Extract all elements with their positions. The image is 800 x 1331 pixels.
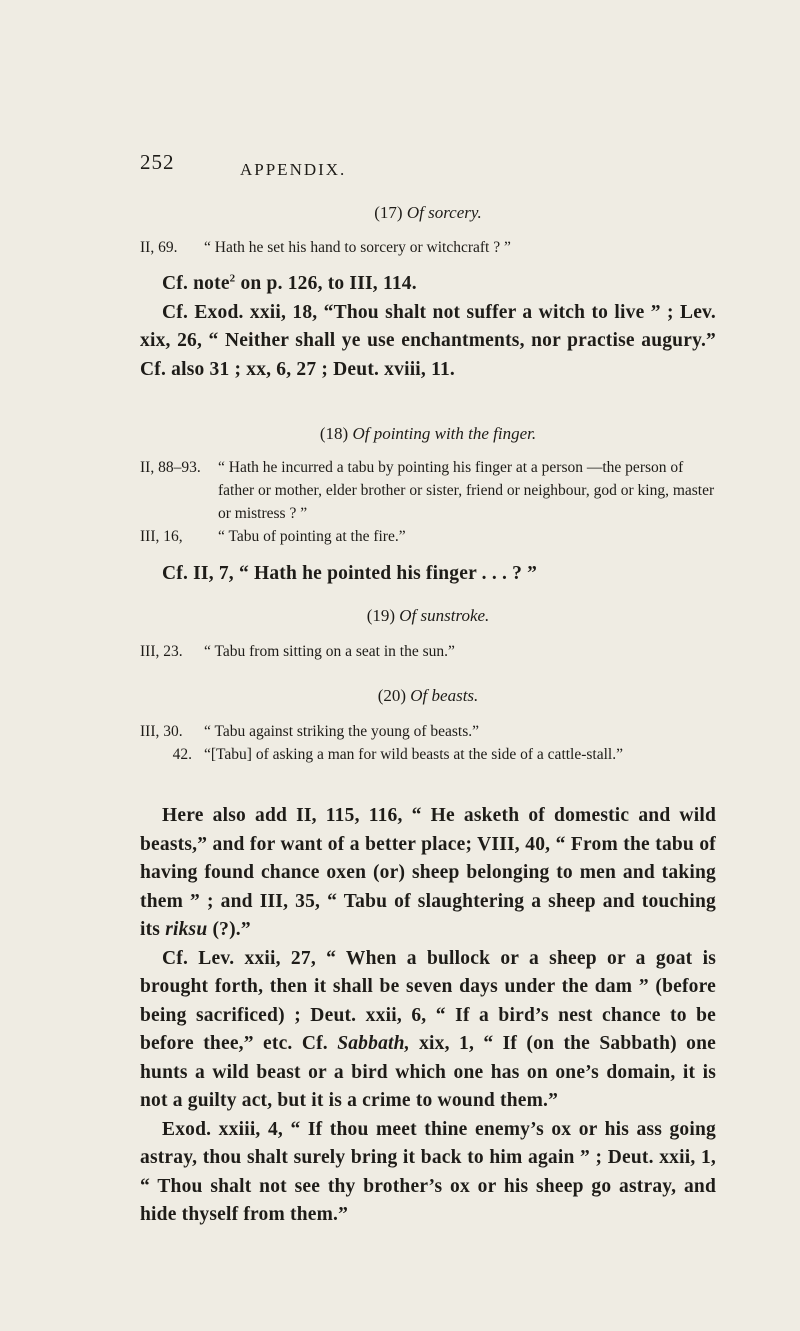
section-20-citations bbox=[140, 720, 716, 766]
section-17-body bbox=[140, 270, 716, 384]
section-20-body bbox=[140, 802, 716, 1230]
paragraph: Here also add II, 115, 116, “ He asketh of domestic and wild beasts,” and for want of a better place; VIII, 40, “ From the tabu of having found chance oxen (or) sheep belonging to men and taking them ” ; and III, 35, “ Tabu of slaughtering a sheep and touching its riksu (?).” bbox=[140, 805, 716, 940]
section-17-heading: Of sorcery. bbox=[406, 203, 482, 222]
citation-row: III, 16, “ Tabu of pointing at the fire.” bbox=[140, 528, 406, 545]
section-19-citation bbox=[140, 640, 716, 663]
citation-row: II, 69. “ Hath he set his hand to sorcery or witchcraft ? ” bbox=[140, 239, 511, 256]
citation-row: 42. “[Tabu] of asking a man for wild beasts at the side of a cattle-stall.” bbox=[172, 746, 623, 763]
citation-row: III, 23. “ Tabu from sitting on a seat in the sun.” bbox=[140, 643, 455, 660]
paragraph: Exod. xxiii, 4, “ If thou meet thine enemy’s ox or his ass going astray, thou shalt surely bring it back to him again ” ; Deut. xxii, 1, “ Thou shalt not see thy brother’s ox or his sheep go astray, and hide thyself from them.” bbox=[140, 1118, 716, 1225]
section-17-title: (17) Of sorcery. bbox=[374, 203, 482, 222]
section-20-title: (20) Of beasts. bbox=[377, 686, 479, 705]
paragraph: Cf. II, 7, “ Hath he pointed his finger . . . ? ” bbox=[162, 563, 538, 584]
section-19-title: (19) Of sunstroke. bbox=[366, 606, 490, 625]
section-18-body bbox=[140, 560, 716, 589]
citation-row: II, 88–93. “ Hath he incurred a tabu by pointing his finger at a person —the person of father or mother, elder brother or sister, friend or neighbour, god or king, master or mistress ? ” bbox=[140, 459, 715, 522]
section-20-heading: Of beasts. bbox=[410, 686, 479, 705]
running-head: APPENDIX. bbox=[240, 160, 347, 179]
paragraph: Cf. note$^2$ on p. 126, to III, 114. bbox=[162, 272, 417, 294]
section-18-citations bbox=[140, 456, 716, 548]
page-number: 252 bbox=[140, 150, 175, 174]
section-18-title: (18) Of pointing with the finger. bbox=[319, 424, 537, 443]
paragraph: Cf. Lev. xxii, 27, “ When a bullock or a sheep or a goat is brought forth, then it shall be seven days under the dam ” (before being sacrificed) ; Deut. xxii, 6, “ If a bird’s nest chance to be before thee,” etc. Cf. Sabbath, xix, 1, “ If (on the Sabbath) one hunts a wild beast or a bird which one has on one’s domain, it is not a guilty act, but it is a crime to wound them.” bbox=[140, 947, 716, 1111]
paragraph: Cf. Exod. xxii, 18, “Thou shalt not suffer a witch to live ” ; Lev. xix, 26, “ Neither shall ye use enchantments, nor practise augury.” Cf. also 31 ; xx, 6, 27 ; Deut. xviii, 11. bbox=[140, 301, 716, 380]
citation-row: III, 30. “ Tabu against striking the young of beasts.” bbox=[140, 723, 479, 740]
section-19-heading: Of sunstroke. bbox=[399, 606, 490, 625]
section-17-citation bbox=[140, 236, 716, 259]
section-18-heading: Of pointing with the finger. bbox=[352, 424, 537, 443]
